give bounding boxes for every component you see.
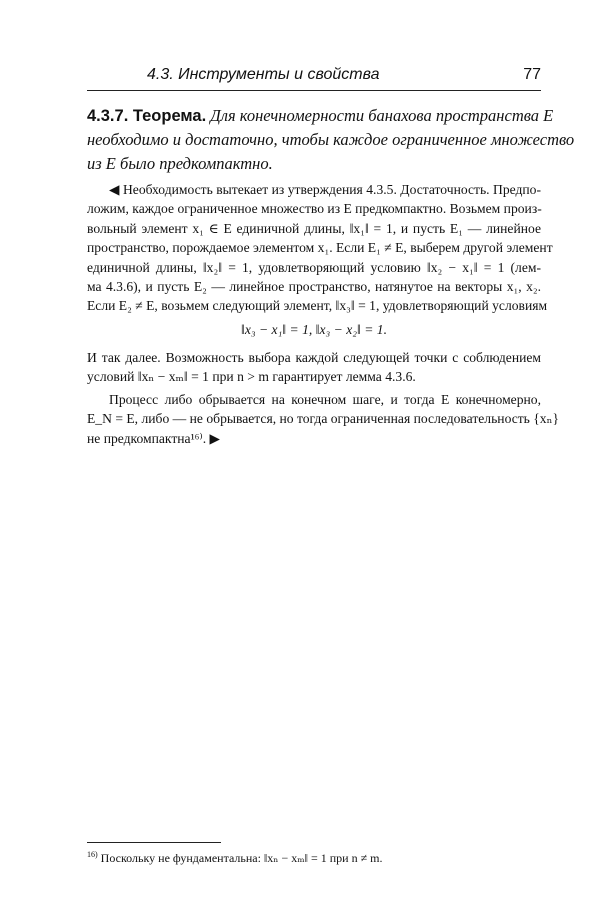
text-line: ложим, каждое ограниченное множество из E предкомпактно. Возьмем произ- [87,201,542,217]
theorem-block [87,104,575,176]
text-line: пространство, порождаемое элементом x₁. Если E₁ ≠ E, выберем другой элемент [87,240,553,256]
text-line: Процесс либо обрывается на конечном шаге, и тогда E конечномерно, [109,392,541,407]
text-line: не предкомпактна¹⁶⁾. ▶ [87,430,220,446]
text-line: ◀ Необходимость вытекает из утверждения 4.3.5. Достаточность. Предпо- [109,182,541,197]
text-line: ма 4.3.6), и пусть E₂ — линейное пространство, натянутое на векторы x₁, x₂. [87,279,541,295]
proof-paragraph-1 [87,180,553,316]
text-line: условий ‖xₙ − xₘ‖ = 1 при n > m гарантирует лемма 4.3.6. [87,369,416,385]
footnote-text: Поскольку не фундаментальна: ‖xₙ − xₘ‖ = 1 при n ≠ m. [100,851,383,865]
page-number: 77 [523,66,541,83]
footnote [87,850,383,866]
text-line: И так далее. Возможность выбора каждой следующей точки с соблюдением [87,350,541,365]
text-line: единичной длины, ‖x₂‖ = 1, удовлетворяющий условию ‖x₂ − x₁‖ = 1 (лем- [87,259,541,275]
theorem-label: 4.3.7. Теорема. [87,107,207,125]
proof-paragraph-3 [87,390,560,448]
theorem-line: из E было предкомпактно. [87,154,273,173]
footnote-rule [87,842,221,843]
theorem-line: Для конечномерности банахова пространства E [210,106,554,125]
running-header [87,64,541,91]
display-formula: ‖x₃ − x₁‖ = 1, ‖x₃ − x₂‖ = 1. [241,322,387,337]
text-line: E_N = E, либо — не обрывается, но тогда ограниченная последовательность {xₙ} [87,411,560,427]
proof-paragraph-2 [87,348,541,387]
text-line: Если E₂ ≠ E, возьмем следующий элемент, ‖x₃‖ = 1, удовлетворяющий условиям [87,298,548,314]
section-title: 4.3. Инструменты и свойства [147,66,380,83]
text-line: вольный элемент x₁ ∈ E единичной длины, ‖x₁‖ = 1, и пусть E₁ — линейное [87,220,541,236]
theorem-line: необходимо и достаточно, чтобы каждое ограниченное множество [87,130,575,149]
footnote-marker: 16) [87,850,98,859]
